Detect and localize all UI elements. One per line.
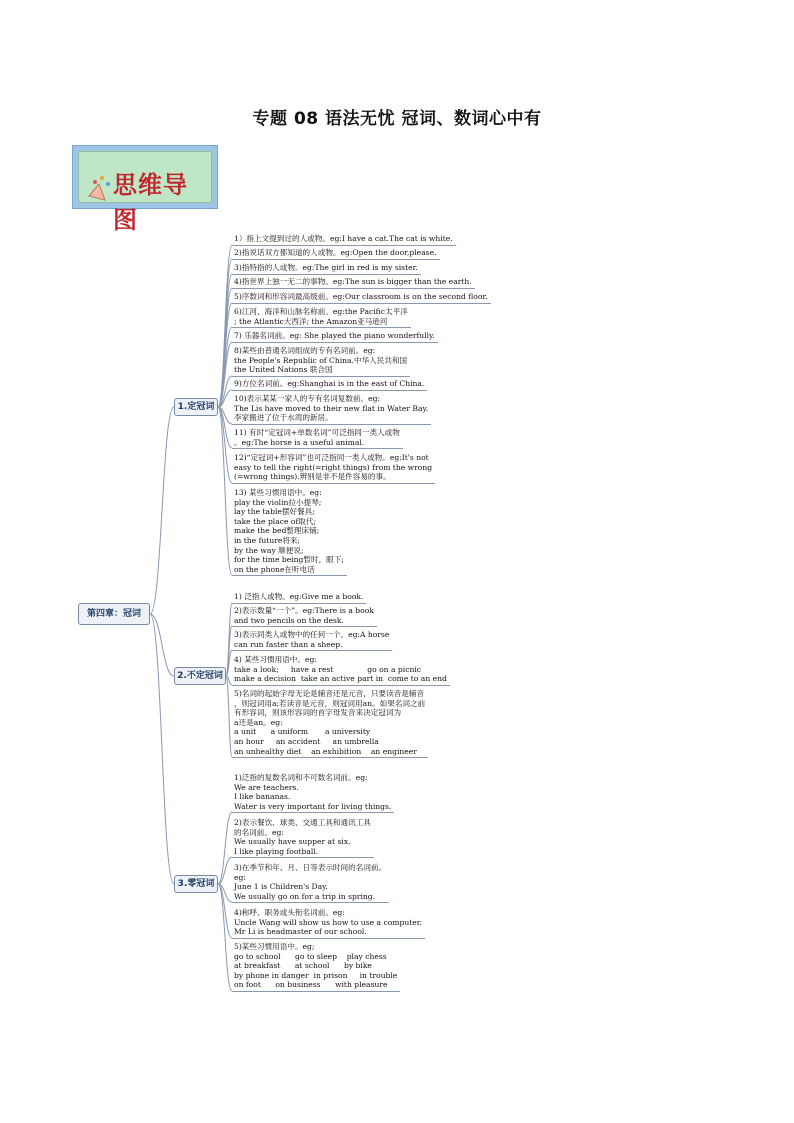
definite-item-8: 8)某些由普通名词组成的专有名词前。eg: the People's Republic of China.中华人民共和国 the United Nations 联合国 xyxy=(232,346,410,377)
definite-item-11: 11) 有时“定冠词+单数名词”可泛指同一类人或物 。eg:The horse is a useful animal. xyxy=(232,428,403,449)
indefinite-item-2: 2)表示数量“一个”。eg:There is a book and two pencils on the desk. xyxy=(232,606,377,627)
connector-root-branch-3 xyxy=(150,614,174,884)
definite-item-7: 7) 乐器名词前。eg: She played the piano wonderfully. xyxy=(232,331,438,343)
connector-branch-1-leaf-12 xyxy=(218,407,232,483)
indefinite-item-5: 5)名词的起始字母无论是辅音还是元音，只要读音是辅音 ，则冠词用a;若读音是元音，则冠词用an。如果名词之前 有形容词，则该形容词的首字母发音来决定冠词为 a还是an。eg: a unit a uniform a university an hour an accident an umbrella an unhealthy diet an exhibition an engineer xyxy=(232,689,428,758)
branch-definite-article: 1.定冠词 xyxy=(174,398,218,416)
connector-branch-3-leaf-5 xyxy=(218,884,232,991)
definite-item-1: 1）指上文提到过的人或物。eg:I have a cat.The cat is white. xyxy=(232,234,456,246)
indefinite-item-1: 1) 泛指人或物。eg:Give me a book. xyxy=(232,592,366,604)
branch-indefinite-article: 2.不定冠词 xyxy=(174,667,226,685)
indefinite-item-3: 3)表示同类人或物中的任何一个。eg:A horse can run faster than a sheep. xyxy=(232,630,392,651)
connector-root-branch-1 xyxy=(150,407,174,614)
definite-item-6: 6)江河、海洋和山脉名称前。eg:the Pacific太平洋 ; the Atlantic大西洋; the Amazon亚马逊河 xyxy=(232,307,411,328)
definite-item-12: 12)“定冠词+形容词”也可泛指同一类人或物。eg:It's not easy to tell the right(=right things) from the wrong (=wrong things).辨别是非不是件容易的事。 xyxy=(232,453,435,484)
root-node: 第四章：冠词 xyxy=(78,603,150,625)
connector-branch-3-leaf-1 xyxy=(218,812,232,884)
zero-item-4: 4)称呼、职务或头衔名词前。eg: Uncle Wang will show us how to use a computer. Mr Li is headmaster of our school. xyxy=(232,908,425,939)
definite-item-4: 4)指世界上独一无二的事物。eg:The sun is bigger than the earth. xyxy=(232,277,475,289)
zero-item-1: 1)泛指的复数名词和不可数名词前。eg: We are teachers. I like bananas. Water is very important for living things. xyxy=(232,773,394,813)
zero-item-5: 5)某些习惯用语中。eg; go to school go to sleep play chess at breakfast at school by bike by phone in danger in prison in trouble on foot on business with pleasure xyxy=(232,942,400,992)
definite-item-9: 9)方位名词前。eg:Shanghai is in the east of China. xyxy=(232,379,427,391)
connector-branch-1-leaf-13 xyxy=(218,407,232,575)
page-title: 专题 08 语法无忧 冠词、数词心中有 xyxy=(252,109,542,129)
definite-item-3: 3)指特指的人或物。eg:The girl in red is my sister. xyxy=(232,263,421,275)
indefinite-item-4: 4) 某些习惯用语中。eg: take a look; have a rest go on a picnic make a decision take an active part in come to an end xyxy=(232,655,450,686)
zero-item-3: 3)在季节和年、月、日等表示时间的名词前。 eg: June 1 is Children's Day. We usually go on for a trip in spring. xyxy=(232,863,389,903)
branch-zero-article: 3.零冠词 xyxy=(174,875,218,893)
definite-item-13: 13) 某些习惯用语中。eg: play the violin拉小提琴; lay the table摆好餐具; take the place of取代; make the bed整理床铺; in the future将来; by the way 顺便说; for the time being暂时，眼下; on the phone在听电话 xyxy=(232,488,347,576)
badge-label: 思维导图 xyxy=(113,171,188,234)
zero-item-2: 2)表示餐饮、球类、交通工具和通讯工具 的名词前。eg: We usually have supper at six. I like playing football. xyxy=(232,818,374,858)
definite-item-10: 10)表示某某一家人的专有名词复数前。eg: The Lis have moved to their new flat in Water Bay. 李家搬进了位于水湾的新居。 xyxy=(232,394,431,425)
definite-item-5: 5)序数词和形容词最高级前。eg:Our classroom is on the second floor. xyxy=(232,292,491,304)
definite-item-2: 2)指说话双方都知道的人或物。eg:Open the door,please. xyxy=(232,248,440,260)
